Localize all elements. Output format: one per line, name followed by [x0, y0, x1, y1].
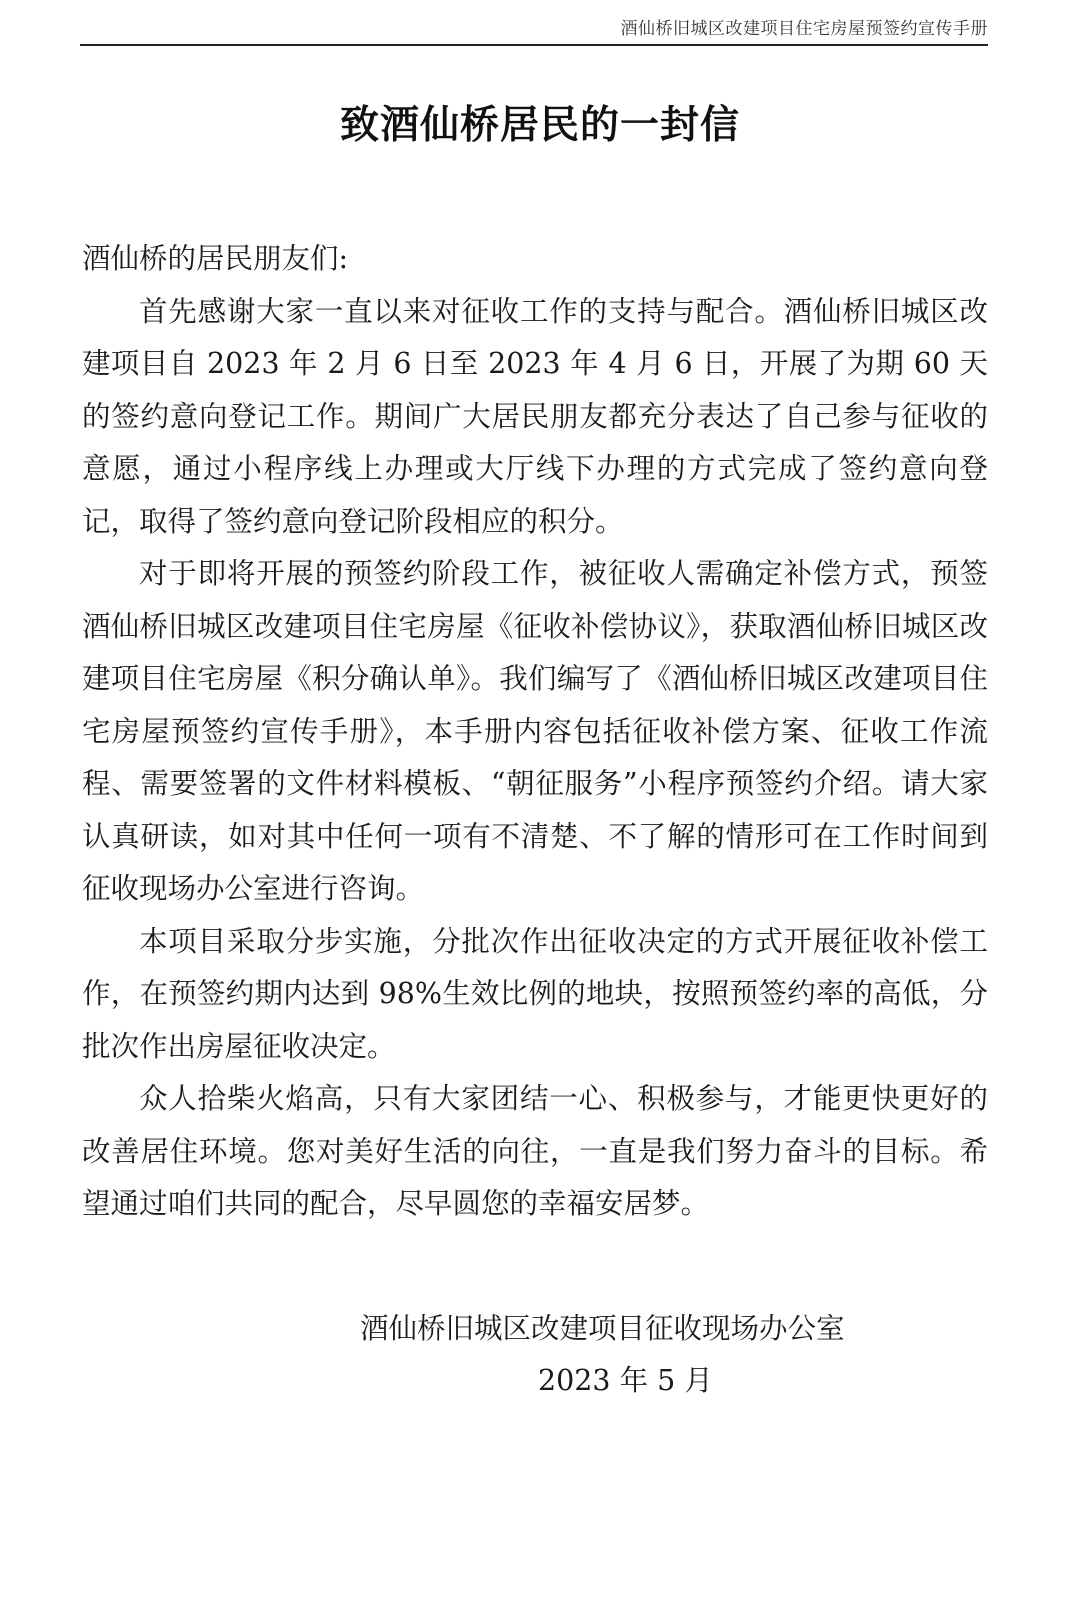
letter-body	[82, 233, 988, 1231]
paragraph-closing: 众人拾柴火焰高，只有大家团结一心、积极参与，才能更快更好的改善居住环境。您对美好生活的向往，一直是我们努力奋斗的目标。希望通过咱们共同的配合，尽早圆您的幸福安居梦。	[82, 1082, 988, 1220]
signature-block	[360, 1304, 845, 1406]
running-header-title: 酒仙桥旧城区改建项目住宅房屋预签约宣传手册	[620, 19, 988, 39]
signature-date: 2023 年 5 月	[538, 1364, 713, 1397]
signature-organization: 酒仙桥旧城区改建项目征收现场办公室	[360, 1312, 845, 1345]
running-header	[80, 14, 988, 46]
paragraph-implementation: 本项目采取分步实施，分批次作出征收决定的方式开展征收补偿工作，在预签约期内达到 98%生效比例的地块，按照预签约率的高低，分批次作出房屋征收决定。	[82, 924, 988, 1063]
letter-title: 致酒仙桥居民的一封信	[339, 102, 740, 148]
paragraph-presigning: 对于即将开展的预签约阶段工作，被征收人需确定补偿方式，预签酒仙桥旧城区改建项目住宅房屋《征收补偿协议》，获取酒仙桥旧城区改建项目住宅房屋《积分确认单》。我们编写了《酒仙桥旧城区改建项目住宅房屋预签约宣传手册》，本手册内容包括征收补偿方案、征收工作流程、需要签署的文件材料模板、“朝征服务”小程序预签约介绍。请大家认真研读，如对其中任何一项有不清楚、不了解的情形可在工作时间到征收现场办公室进行咨询。	[82, 557, 988, 905]
paragraph-intro: 首先感谢大家一直以来对征收工作的支持与配合。酒仙桥旧城区改建项目自 2023 年 2 月 6 日至 2023 年 4 月 6 日，开展了为期 60 天的签约意向登记工作。期间广大居民朋友都充分表达了自己参与征收的意愿，通过小程序线上办理或大厅线下办理的方式完成了签约意向登记，取得了签约意向登记阶段相应的积分。	[82, 294, 988, 538]
salutation: 酒仙桥的居民朋友们:	[82, 242, 349, 275]
